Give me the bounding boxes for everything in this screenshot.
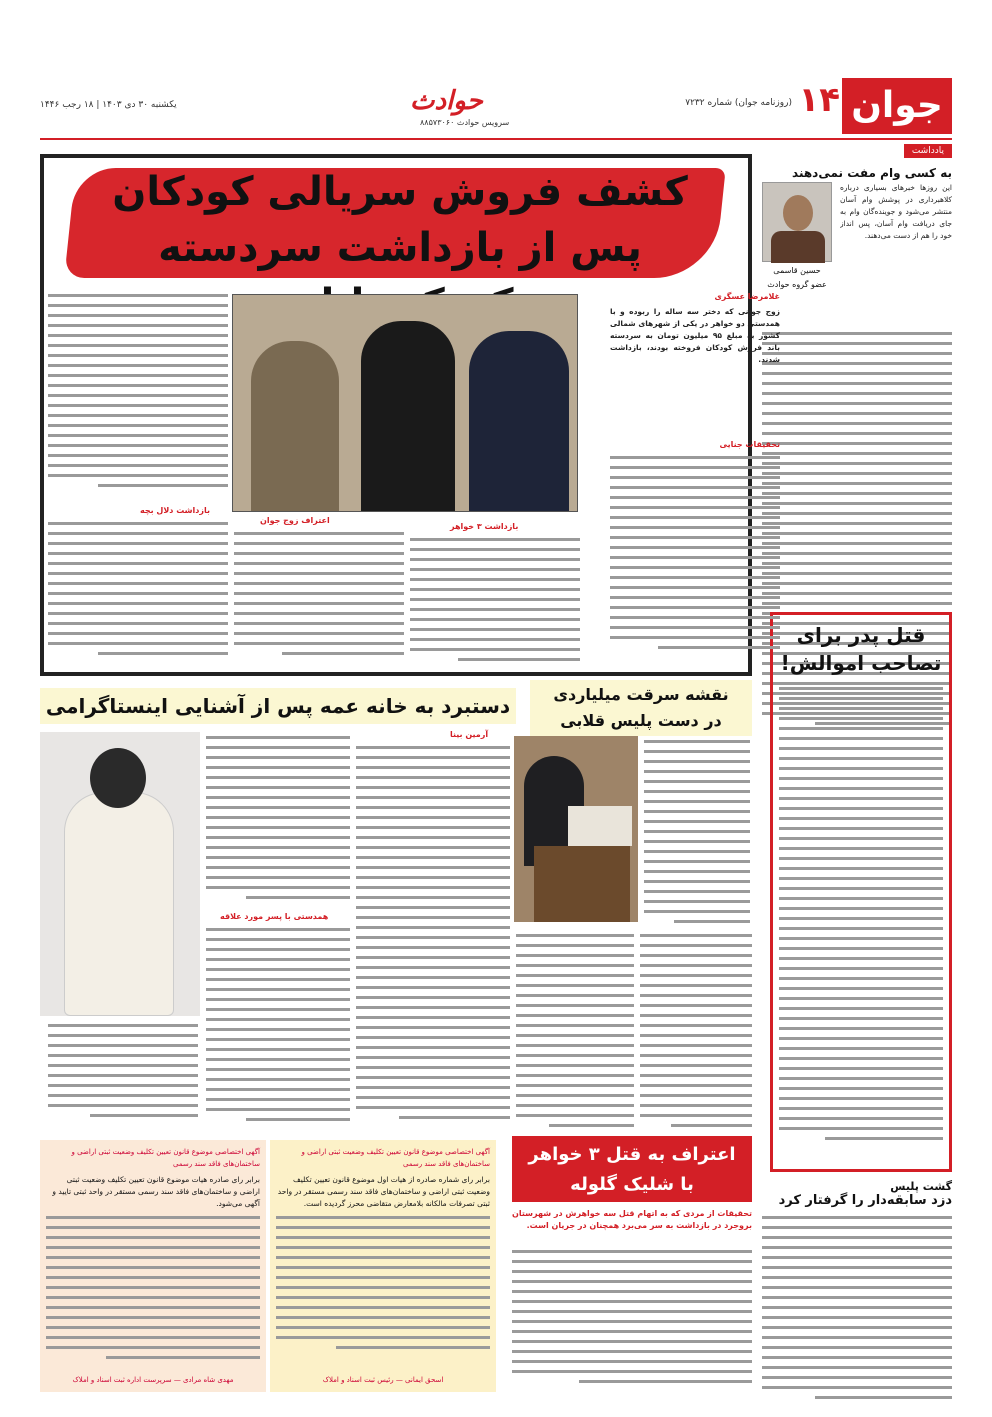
oped-lead: این روزها خبرهای بسیاری درباره کلاهبرداری در پوشش وام آسان منتشر می‌شود و جوینده‌گان وام به جای دریافت وام آسان، پس انداز خود را هم از دست می‌دهند. — [840, 183, 952, 240]
main-headline-line2: پس از بازداشت سردسته — [158, 225, 642, 271]
instagram-col1-body — [356, 746, 510, 1130]
oped-tag: یادداشت — [904, 144, 952, 158]
fake-police-title-line2: در دست پلیس قلابی — [560, 711, 722, 730]
legal-notice-1-head: آگهی اختصاصی موضوع قانون تعیین تکلیف وضعیت ثبتی اراضی و ساختمان‌های فاقد سند رسمی — [71, 1148, 260, 1168]
suspect-woman-photo — [40, 732, 200, 1016]
oped-title: به کسی وام مفت نمی‌دهند — [792, 166, 952, 180]
father-murder-story — [770, 612, 952, 1172]
instagram-col2-body — [206, 736, 350, 906]
main-col1-body — [610, 456, 780, 666]
oped-author-role: عضو گروه حوادث — [767, 280, 827, 289]
main-col4-body — [48, 294, 228, 504]
police-brief-body — [762, 1216, 952, 1406]
main-lead: زوج جوانی که دختر سه ساله را ربوده و با همدستی دو خواهر در یکی از شهرهای شمالی کشور به مبلغ ۹۵ میلیون تومان به سردسته باند فروش کودکان فروخته بودند، بازداشت شدند. — [610, 307, 780, 364]
legal-notice-1-body: برابر رای صادره هیات موضوع قانون تعیین تکلیف وضعیت ثبتی اراضی و ساختمان‌های فاقد سند رسمی مستقر در واحد ثبتی تایید و آگهی می‌شود. — [52, 1175, 260, 1208]
police-brief-title: دزد سابقه‌دار را گرفتار کرد — [778, 1193, 952, 1208]
main-subhead-1: تحقیقات جنایی — [719, 440, 780, 449]
issue-date: یکشنبه ۳۰ دی ۱۴۰۳ | ۱۸ رجب ۱۴۴۶ — [40, 100, 177, 110]
suspects-photo — [232, 294, 578, 512]
instagram-col3-body — [48, 1024, 198, 1128]
police-brief-kicker: گشت پلیس — [890, 1180, 952, 1193]
main-col4-body-2 — [48, 522, 228, 668]
fake-police-title-line1: نقشه سرقت میلیاردی — [553, 685, 729, 704]
legal-notice-1-signature: مهدی شاه مرادی — سرپرست اداره ثبت اسناد و املاک — [72, 1376, 234, 1384]
oped-author: حسین قاسمی — [773, 266, 821, 275]
page-number: ۱۴ — [798, 80, 840, 120]
section-contact: سرویس حوادث ۸۸۵۷۳۰۶۰ — [420, 118, 510, 127]
instagram-theft-title: دستبرد به خانه عمه پس از آشنایی اینستاگرامی — [40, 688, 516, 724]
father-murder-title: قتل پدر برای تصاحب اموالش! — [780, 623, 942, 675]
instagram-theft-author: آرمین بینا — [450, 730, 489, 739]
legal-notice-2-signature: اسحق ایمانی — رئیس ثبت اسناد و املاک — [322, 1376, 444, 1384]
legal-notice-2 — [270, 1140, 496, 1392]
header-rule — [40, 138, 952, 140]
main-subhead-4: بازداشت دلال بچه — [140, 506, 210, 515]
fake-police-col3-body — [516, 934, 634, 1130]
instagram-subhead: همدستی با پسر مورد علاقه — [220, 912, 329, 921]
main-col3-body — [234, 532, 404, 668]
main-subhead-3: اعتراف زوج جوان — [260, 516, 330, 525]
confession-lead: تحقیقات از مردی که به اتهام قتل سه خواهرش در شهرستان بروجرد در بازداشت به سر می‌برد همچنان در جریان است. — [512, 1209, 752, 1230]
main-headline-line1: کشف فروش سریالی کودکان — [112, 169, 688, 215]
confession-title-line1: اعتراف به قتل ۳ خواهر — [528, 1144, 736, 1165]
fake-police-col2-body — [640, 934, 752, 1130]
page-header — [40, 78, 952, 138]
confession-title — [512, 1136, 752, 1202]
main-col2-body — [410, 538, 580, 668]
police-brief — [762, 1180, 952, 1406]
section-logo: حوادث — [410, 86, 483, 116]
brand-logo: جوان — [842, 78, 952, 134]
father-murder-body — [779, 687, 943, 1157]
confession-title-line2: با شلیک گلوله — [570, 1174, 694, 1195]
legal-notice-2-body: برابر رای شماره صادره از هیات اول موضوع قانون تعیین تکلیف وضعیت ثبتی اراضی و ساختمان‌های فاقد سند رسمی مستقر در واحد ثبتی تصرفات مالکانه بلامعارض متقاضی محرز گردیده است. — [277, 1175, 490, 1208]
main-author: غلامرضا عسگری — [714, 292, 780, 301]
fake-police-col1-body — [644, 740, 750, 930]
confession-body — [512, 1250, 752, 1390]
author-photo — [762, 182, 832, 262]
legal-notice-2-head: آگهی اختصاصی موضوع قانون تعیین تکلیف وضعیت ثبتی اراضی و ساختمان‌های فاقد سند رسمی — [301, 1148, 490, 1168]
legal-notice-1 — [40, 1140, 266, 1392]
fake-police-title — [530, 680, 752, 736]
issue-info: (روزنامه جوان) شماره ۷۲۳۲ — [685, 98, 792, 108]
main-subhead-2: بازداشت ۳ خواهر — [450, 522, 519, 531]
suspect-writing-photo — [514, 736, 638, 922]
instagram-col2-body-2 — [206, 928, 350, 1128]
